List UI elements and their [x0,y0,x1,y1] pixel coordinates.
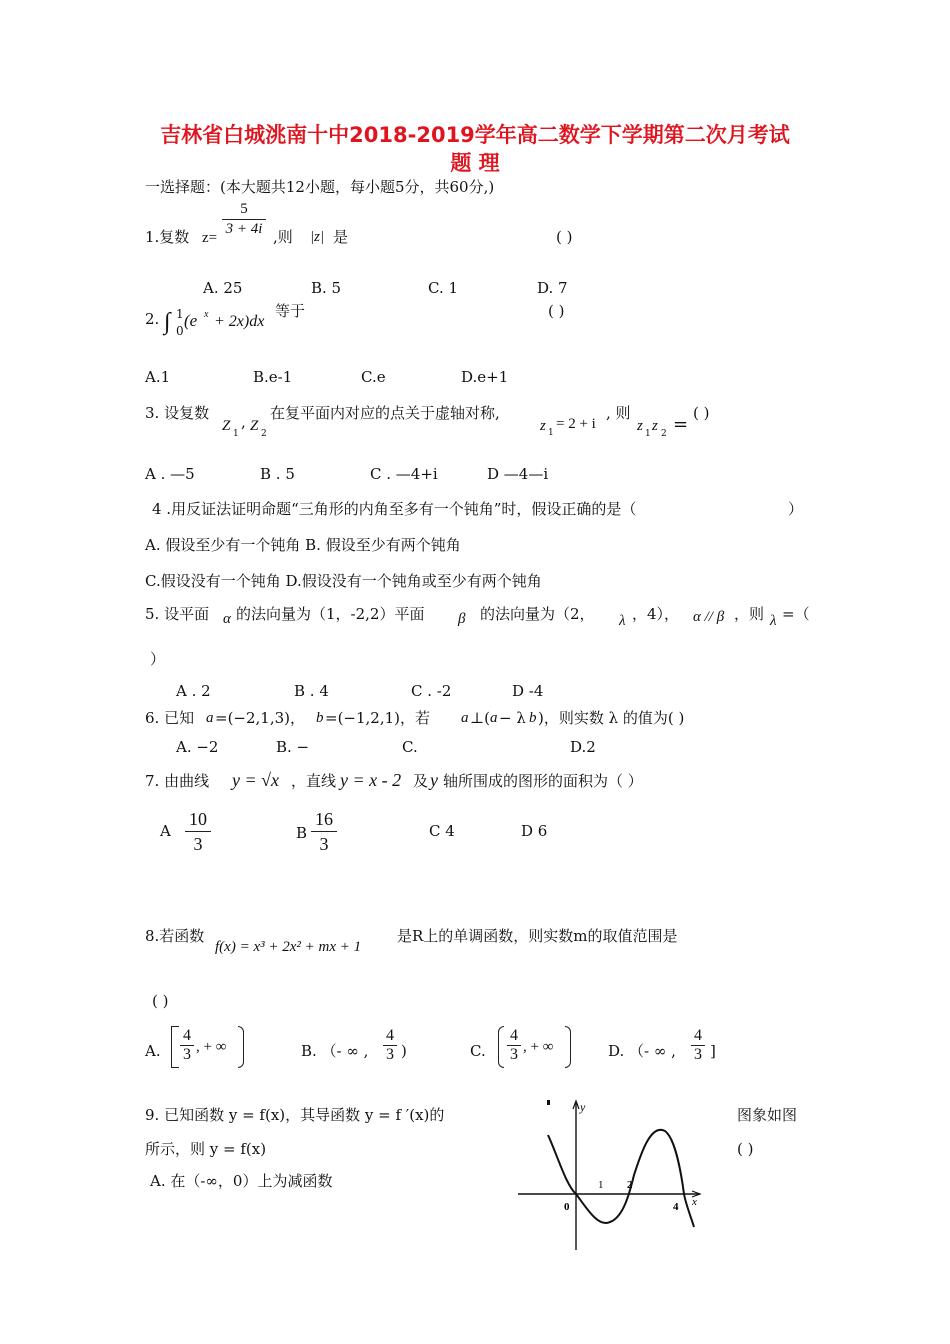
q5-text3: ，4）， [632,605,680,623]
q6-option-b: B. − [276,738,310,756]
q3-prod-sub2: 2 [661,429,667,439]
q9-line2: 所示，则 y = f(x) [145,1140,267,1158]
q1-tail: ,则 [273,228,293,246]
q2-expr2: + 2x)dx [214,313,265,330]
q8-option-b-label: B. （- ∞ , [301,1042,369,1060]
q1-answer-paren: ( ) [556,228,573,246]
q8-option-c-fraction [507,1027,521,1064]
q6-vector-a3: a [490,710,498,726]
q8-option-d-den: 3 [694,1046,702,1063]
q9-stem: 9. 已知函数 y = f(x)，其导函数 y = f ′(x)的 [145,1106,445,1124]
q8-option-b-tail: ) [401,1042,407,1060]
q2-option-c: C.e [361,368,386,386]
q6-option-d: D.2 [570,738,596,756]
q3-comma: , [241,413,246,431]
q3-mid: 在复平面内对应的点关于虚轴对称, [270,404,500,422]
q2-expr: (e [184,311,198,330]
q8-option-b-fraction [383,1027,397,1064]
q5-beta: β [458,611,466,627]
q6-option-a: A. −2 [176,738,219,756]
q3-option-d: D —4—i [487,465,549,483]
q8-option-a-tail: , + ∞ [196,1039,227,1055]
q6-option-c: C. [402,738,418,756]
q2-answer-paren: ( ) [548,302,565,320]
q2-lower-limit: 0 [176,324,184,338]
q8-option-c-den: 3 [510,1046,518,1063]
q8-option-a-fraction [180,1027,194,1064]
q3-cond-rest: = 2 + i [556,416,596,432]
q9-option-a: A. 在（-∞，0）上为减函数 [150,1172,333,1190]
q7-option-b-den: 3 [319,834,329,854]
q7-y: y [430,770,438,790]
q8-option-c-tail: , + ∞ [523,1039,554,1055]
q3-z2-sub: 2 [261,429,267,439]
q7-option-a-fraction [185,807,211,856]
page-title-line1: 吉林省白城洮南十中2018-2019学年高二数学下学期第二次月考试 [160,123,790,147]
q5-option-d: D -4 [512,682,544,700]
q8-option-c-num: 4 [507,1027,521,1046]
q1-denominator: 3 + 4i [225,221,263,237]
q7-option-b-label: B [296,824,308,842]
q8-stem: 8.若函数 [145,927,205,945]
q1-numerator: 5 [222,200,266,220]
q8-option-a-left-bracket [171,1026,179,1068]
q8-option-d-fraction [691,1027,705,1064]
q3-prod-z1: z [637,418,643,434]
q2-upper-limit: 1 [176,307,184,321]
q3-z2: Z [250,418,259,434]
q8-option-d-tail: ] [710,1042,716,1060]
q6-text2: =(−1,2,1)，若 [325,709,431,727]
q8-option-d-num: 4 [691,1027,705,1046]
q1-stem: 1.复数 [145,228,190,246]
q1-tail2: 是 [333,228,349,246]
q8-function: f(x) = x³ + 2x² + mx + 1 [215,939,362,955]
q8-option-a-label: A. [145,1042,161,1060]
q3-stem: 3. 设复数 [145,404,210,422]
q2-stem: 2. [145,310,160,328]
q3-z1-sub: 1 [233,429,239,439]
page-title-line2: 题 理 [450,151,500,175]
q5-option-c: C . -2 [411,682,452,700]
q5-alpha: α [223,611,231,627]
q2-option-a: A.1 [145,368,171,386]
q2-integral-sign: ∫ [164,309,171,335]
q8-option-c-label: C. [470,1042,486,1060]
q5-text2: 的法向量为（2， [480,605,595,623]
q3-option-b: B . 5 [260,465,295,483]
q1-z-eq: z= [202,230,218,246]
q3-z1: Z [222,418,231,434]
q5-option-a: A . 2 [176,682,211,700]
q5-stem: 5. 设平面 [145,605,210,623]
q3-equals: = [673,414,689,435]
q7-text3: 轴所围成的图形的面积为（ ） [443,772,643,790]
q5-option-b: B . 4 [294,682,329,700]
q8-option-d-label: D. （- ∞ , [608,1042,676,1060]
q7-line: y = x - 2 [340,770,402,790]
q6-text3: ⊥( [470,709,490,727]
q2-tail: 等于 [275,302,306,320]
q4-options-cd: C.假设没有一个钝角 D.假设没有一个钝角或至少有两个钝角 [145,572,542,590]
q7-stem: 7. 由曲线 [145,772,210,790]
q4-options-ab: A. 假设至少有一个钝角 B. 假设至少有两个钝角 [145,536,461,554]
graph-y-label: y [580,1100,586,1114]
q7-option-b-num: 16 [311,807,337,832]
q1-option-c: C. 1 [428,279,459,297]
q8-option-a-den: 3 [183,1046,191,1063]
q1-option-b: B. 5 [311,279,342,297]
q6-text4: − λ [499,709,526,727]
q7-text2: 及 [413,772,429,790]
q5-lambda: λ [619,613,626,629]
q7-option-a-label: A [160,822,171,840]
q6-vector-b2: b [529,710,537,726]
graph-origin-label: 0 [564,1201,570,1213]
q6-vector-a: a [206,710,214,726]
q3-prod-z2: z [652,418,658,434]
q5-text1: 的法向量为（1，-2,2）平面 [236,605,425,623]
section-heading: 一选择题：(本大题共12小题，每小题5分，共60分,) [145,178,495,196]
q5-close-paren: ） [150,650,166,668]
q9-derivative-graph [510,1095,710,1255]
graph-tick-2-label: 2 [627,1179,633,1191]
q8-answer-paren: ( ) [152,992,169,1010]
q9-answer-paren: ( ) [737,1140,754,1158]
graph-tick-1-label: 1 [598,1179,604,1191]
graph-corner-mark [547,1100,550,1105]
q7-option-b-fraction [311,807,337,856]
q9-right-text: 图象如图 [737,1106,798,1124]
q3-option-a: A . —5 [145,465,195,483]
q8-tail: 是R上的单调函数，则实数m的取值范围是 [397,927,678,945]
q1-abs-z: |z| [310,229,325,245]
q2-option-b: B.e-1 [253,368,293,386]
q7-option-a-num: 10 [185,807,211,832]
q6-text1: =(−2,1,3)， [215,709,306,727]
q5-lambda2: λ [770,613,777,629]
q3-cond-z: z [540,418,546,434]
graph-x-label: x [692,1196,697,1208]
q3-cond-sub: 1 [548,428,554,438]
q6-vector-b: b [316,710,324,726]
q6-vector-a2: a [461,710,469,726]
q1-option-a: A. 25 [203,279,243,297]
q7-option-a-den: 3 [193,834,203,854]
q3-prod-sub1: 1 [645,429,651,439]
q3-option-c: C . —4+i [370,465,438,483]
q6-stem: 6. 已知 [145,709,195,727]
q5-text5: =（ [782,605,810,623]
q8-option-c-left-paren [498,1026,504,1068]
q7-option-d: D 6 [521,822,548,840]
q7-curve: y = √x [232,770,280,790]
q4-stem: 4 .用反证法证明命题“三角形的内角至多有一个钝角”时，假设正确的是（ [152,500,637,518]
q2-exponent: x [204,309,209,320]
q5-text4: ，则 [734,605,765,623]
q1-option-d: D. 7 [537,279,568,297]
q8-option-b-den: 3 [386,1046,394,1063]
q3-answer-paren: ( ) [693,404,710,422]
q2-option-d: D.e+1 [461,368,509,386]
q7-text1: ，直线 [291,772,337,790]
q4-close-paren: ） [788,500,804,518]
q8-option-c-right-paren [565,1026,571,1068]
q8-option-a-num: 4 [180,1027,194,1046]
q8-option-b-num: 4 [383,1027,397,1046]
q8-option-a-right-paren [238,1026,244,1068]
graph-tick-4-label: 4 [673,1201,679,1213]
q1-fraction [222,200,266,239]
q5-parallel: α // β [693,609,725,625]
q7-option-c: C 4 [429,822,455,840]
q3-then: , 则 [606,404,631,422]
q6-text5: )，则实数 λ 的值为( ) [538,709,685,727]
